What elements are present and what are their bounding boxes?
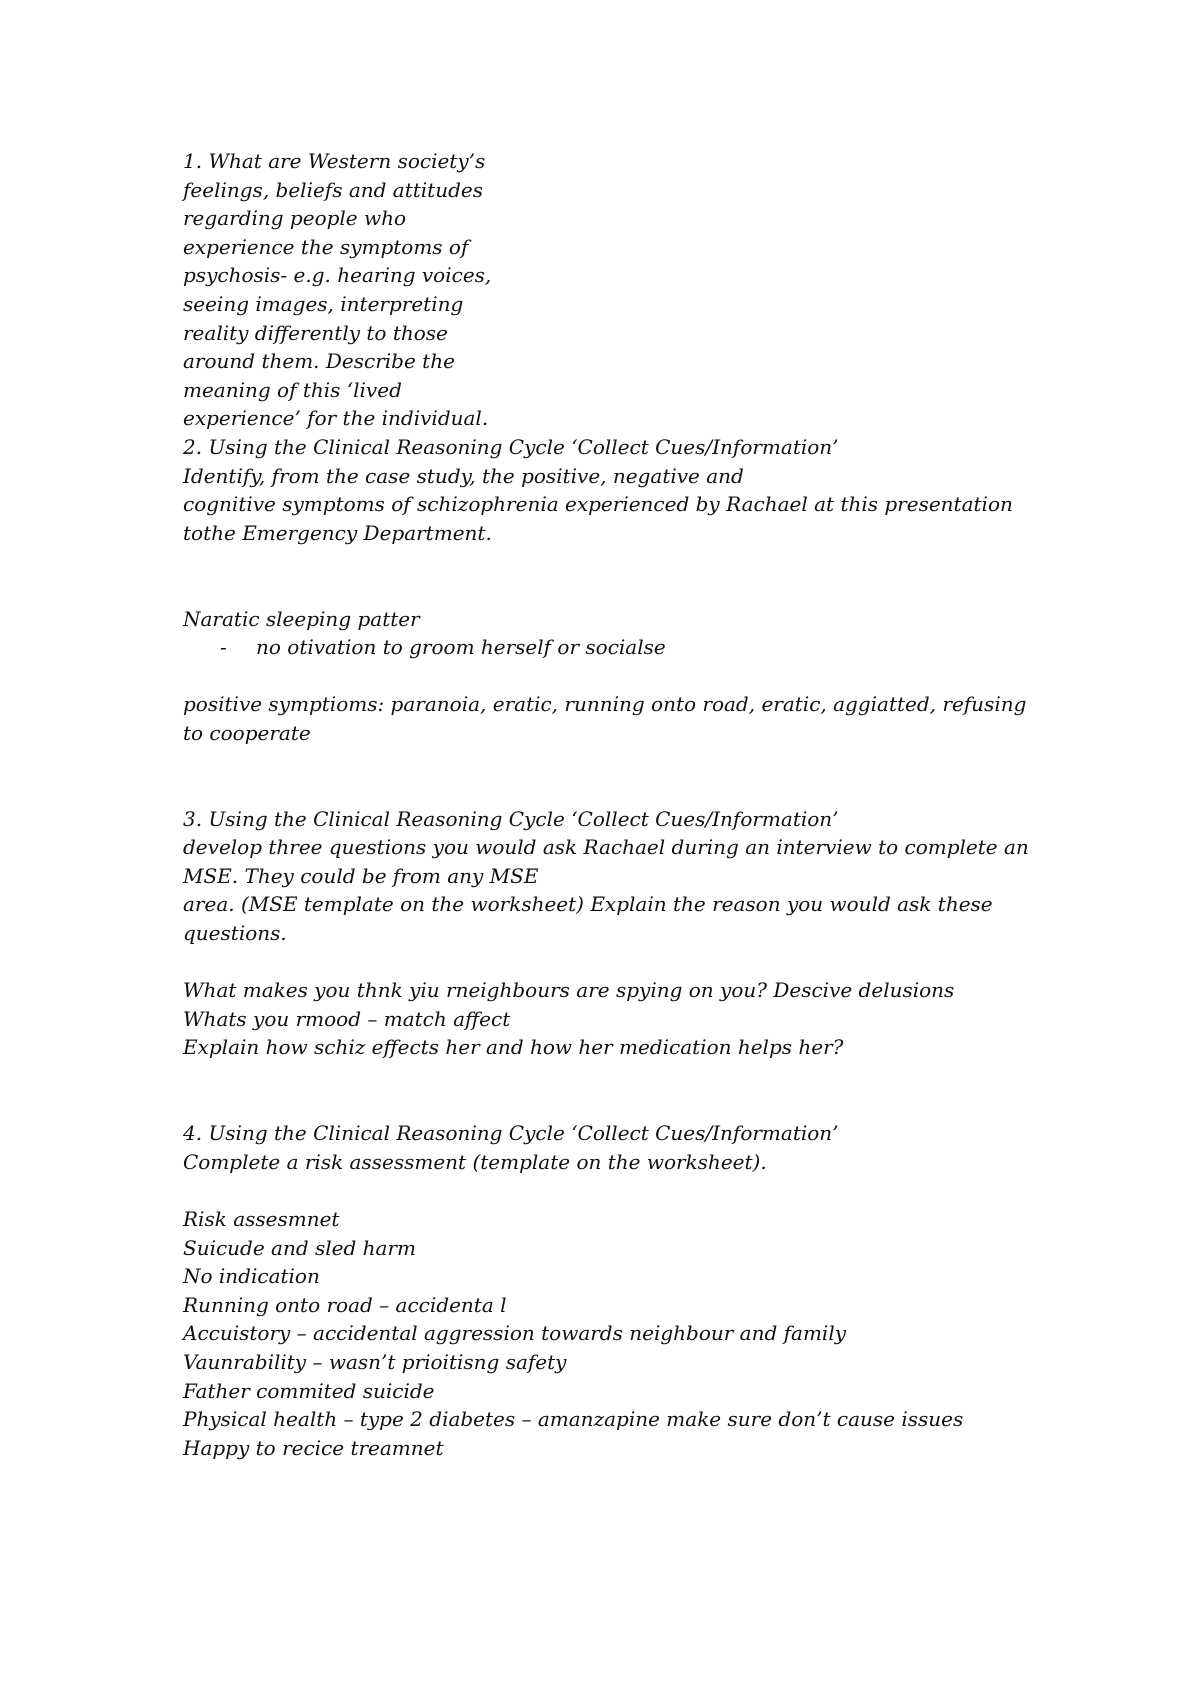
q1-line: feelings, beliefs and attitudes <box>183 177 483 202</box>
q3-answer-line: Explain how schiz effects her and how her medication helps her? <box>183 1035 844 1060</box>
q3-line: area. (MSE template on the worksheet) Explain the reason you would ask these <box>183 892 993 917</box>
q3-line: questions. <box>183 921 287 946</box>
q3-answer-line: Whats you rmood – match affect <box>183 1006 511 1031</box>
q4-answer-line: Happy to recice treamnet <box>183 1435 444 1460</box>
q2-line: tothe Emergency Department. <box>183 520 492 545</box>
q4-answer-line: Suicude and sled harm <box>183 1235 417 1260</box>
q2-line: cognitive symptoms of schizophrenia experienced by Rachael at this presentation <box>183 492 1013 517</box>
q4-answer-line: Running onto road – accidenta l <box>183 1292 507 1317</box>
blank-line <box>183 576 1063 605</box>
q1-line: experience the symptoms of <box>183 234 469 259</box>
q4-answer-line: Risk assesmnet <box>183 1206 340 1231</box>
q3-line: develop three questions you would ask Rachael during an interview to complete an <box>183 835 1029 860</box>
blank-line <box>183 1091 1063 1120</box>
q2-answer-line: Naratic sleeping patter <box>183 606 420 631</box>
q4-answer-line: Vaunrability – wasn’t prioitisng safety <box>183 1349 567 1374</box>
q4-answer-line: Accuistory – accidental aggression towards neighbour and family <box>183 1321 847 1346</box>
q4-line: Complete a risk assessment (template on the worksheet). <box>183 1149 767 1174</box>
q1-line: psychosis- e.g. hearing voices, <box>183 263 492 288</box>
q1-line: meaning of this ‘lived <box>183 377 402 402</box>
blank-line <box>183 1176 1063 1205</box>
q3-line: 3. Using the Clinical Reasoning Cycle ‘Collect Cues/Information’ <box>183 806 839 831</box>
q1-line: around them. Describe the <box>183 349 455 374</box>
bullet-dash: - <box>220 635 227 660</box>
blank-line <box>183 948 1063 977</box>
q1-line: experience’ for the individual. <box>183 406 489 431</box>
bullet-text: no otivation to groom herself or socialse <box>256 635 666 660</box>
q2-answer-bullet <box>183 633 1063 662</box>
q2-line: 2. Using the Clinical Reasoning Cycle ‘Collect Cues/Information’ <box>183 434 839 459</box>
q1-line: reality differently to those <box>183 320 448 345</box>
q1-line: seeing images, interpreting <box>183 291 464 316</box>
blank-line <box>183 1062 1063 1091</box>
q2-positive-line: to cooperate <box>183 720 311 745</box>
blank-line <box>183 547 1063 576</box>
q4-line: 4. Using the Clinical Reasoning Cycle ‘Collect Cues/Information’ <box>183 1121 839 1146</box>
q3-answer-line: What makes you thnk yiu rneighbours are spying on you? Descive delusions <box>183 978 955 1003</box>
q4-answer-line: Physical health – type 2 diabetes – amanzapine make sure don’t cause issues <box>183 1407 964 1432</box>
q4-answer-line: Father commited suicide <box>183 1378 435 1403</box>
q1-line: regarding people who <box>183 206 407 231</box>
blank-line <box>183 662 1063 691</box>
q2-positive-line: positive symptioms: paranoia, eratic, running onto road, eratic, aggiatted, refusing <box>183 692 1027 717</box>
q3-line: MSE. They could be from any MSE <box>183 863 539 888</box>
q2-line: Identify, from the case study, the positive, negative and <box>183 463 744 488</box>
q1-line: 1. What are Western society’s <box>183 149 486 173</box>
document-body <box>183 147 1063 1462</box>
blank-line <box>183 776 1063 805</box>
q4-answer-line: No indication <box>183 1264 320 1289</box>
blank-line <box>183 747 1063 776</box>
